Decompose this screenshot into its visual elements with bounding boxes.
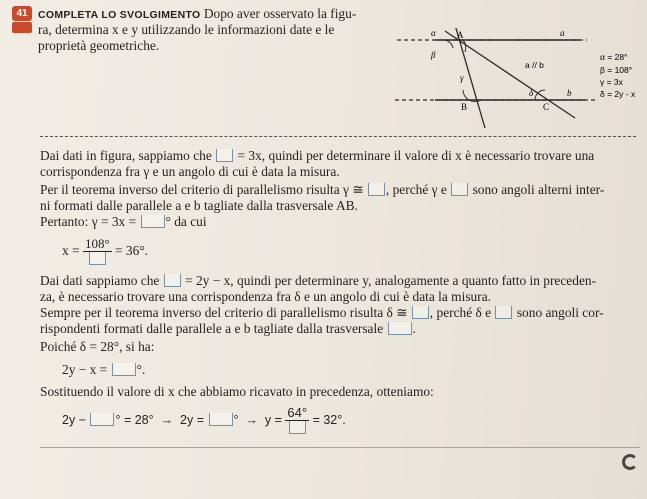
exercise-prompt-line-2: ra, determina x e y utilizzando le informazioni date e le	[38, 22, 335, 37]
solution-line-2: corrispondenza fra γ e un angolo di cui è data la misura.	[40, 164, 340, 179]
solution-text: 2y =	[180, 413, 205, 427]
gamma-label: γ	[460, 73, 464, 83]
bottom-rule	[40, 447, 640, 448]
section-divider	[40, 136, 636, 137]
answer-blank-6[interactable]	[164, 274, 181, 287]
arrow-icon: →	[160, 413, 174, 427]
point-b-label: B	[461, 102, 468, 112]
alpha-arc	[443, 40, 453, 48]
difficulty-badge	[12, 22, 32, 33]
solution-text: ° = 28°	[115, 413, 154, 427]
beta-label: β	[431, 50, 436, 60]
solution-text: Dai dati in figura, sappiamo che	[40, 148, 212, 163]
answer-blank-11[interactable]	[90, 413, 114, 426]
solution-line-4: ni formati dalle parallele a e b tagliate dalla trasversale AB.	[40, 198, 358, 213]
solution-line-6	[62, 236, 148, 268]
answer-blank-4[interactable]	[141, 215, 165, 228]
solution-line-1	[40, 148, 594, 164]
line-b-label: b	[567, 88, 572, 98]
solution-line-11: Poiché δ = 28°, si ha:	[40, 339, 155, 354]
answer-blank-7[interactable]	[412, 306, 429, 319]
solution-line-10	[40, 321, 416, 337]
answer-blank-1[interactable]	[216, 149, 233, 162]
solution-line-12	[62, 362, 145, 378]
given-alpha: α = 28°	[600, 52, 628, 62]
exercise-prompt-line-1	[38, 6, 356, 23]
delta-label: δ	[529, 88, 534, 98]
fraction-x	[83, 237, 112, 266]
solution-text: = 36°.	[115, 243, 149, 258]
partial-icon	[622, 454, 638, 470]
prompt-text-1: Dopo aver osservato la figu-	[203, 6, 357, 21]
fraction-denominator	[285, 421, 309, 435]
solution-text: = 2y − x, quindi per determinare y, analogamente a quanto fatto in preceden-	[185, 273, 597, 288]
solution-text: 2y −	[62, 413, 86, 427]
beta-arc	[463, 40, 466, 52]
solution-text: , perché δ e	[429, 305, 492, 320]
arrow-icon: →	[245, 413, 258, 427]
solution-text: Pertanto: γ = 3x =	[40, 214, 137, 229]
solution-line-9	[40, 305, 604, 321]
given-beta: β = 108°	[600, 65, 633, 75]
fraction-numerator: 108°	[84, 236, 110, 252]
solution-text: = 3x, quindi per determinare il valore di x è necessario trovare una	[237, 148, 595, 163]
solution-text: Sempre per il teorema inverso del criterio di parallelismo risulta δ ≅	[40, 305, 408, 320]
answer-blank-5[interactable]	[89, 252, 106, 265]
solution-text: °.	[136, 362, 146, 377]
exercise-prompt-line-3: proprietà geometriche.	[38, 38, 160, 53]
fraction-y	[285, 406, 309, 435]
solution-text: Dai dati sappiamo che	[40, 273, 160, 288]
solution-text: = 32°.	[312, 413, 346, 427]
answer-blank-12[interactable]	[209, 413, 233, 426]
fraction-denominator	[83, 252, 112, 266]
solution-line-14	[62, 405, 346, 437]
answer-blank-13[interactable]	[289, 421, 306, 434]
line-a-label: a	[560, 28, 565, 38]
transversal-ab	[453, 28, 485, 128]
solution-line-8: za, è necessario trovare una corrispondenza fra δ e un angolo di cui è data la misura.	[40, 289, 491, 304]
point-c-label: C	[543, 102, 550, 112]
solution-line-7	[40, 273, 596, 289]
given-delta: δ = 2y - x	[600, 89, 636, 99]
answer-blank-2[interactable]	[368, 183, 385, 196]
solution-text: °	[233, 413, 239, 427]
point-a-label: A	[457, 30, 464, 40]
solution-text: x =	[62, 243, 80, 258]
solution-text: sono angoli alterni inter-	[472, 182, 605, 197]
answer-blank-8[interactable]	[495, 306, 512, 319]
exercise-header-title: COMPLETA LO SVOLGIMENTO	[38, 9, 201, 21]
solution-text: , perché γ e	[385, 182, 447, 197]
exercise-number-badge: 41	[12, 6, 32, 21]
answer-blank-9[interactable]	[388, 322, 412, 335]
solution-text: sono angoli cor-	[516, 305, 604, 320]
answer-blank-10[interactable]	[112, 363, 136, 376]
solution-text: Per il teorema inverso del criterio di parallelismo risulta γ ≅	[40, 182, 364, 197]
answer-blank-3[interactable]	[451, 183, 468, 196]
given-gamma: γ = 3x	[600, 77, 623, 87]
geometry-figure	[395, 28, 645, 128]
solution-text: rispondenti formati dalle parallele a e b tagliate dalla trasversale	[40, 321, 384, 336]
solution-line-5	[40, 214, 207, 230]
solution-text: y =	[264, 413, 282, 427]
given-parallel: a // b	[525, 60, 544, 70]
solution-text: ° da cui	[165, 214, 207, 229]
solution-line-13: Sostituendo il valore di x che abbiamo ricavato in precedenza, otteniamo:	[40, 384, 434, 399]
solution-text: .	[412, 321, 416, 336]
alpha-label: α	[431, 28, 436, 38]
solution-text: 2y − x =	[62, 362, 108, 377]
fraction-numerator: 64°	[287, 405, 308, 421]
solution-line-3	[40, 182, 604, 198]
